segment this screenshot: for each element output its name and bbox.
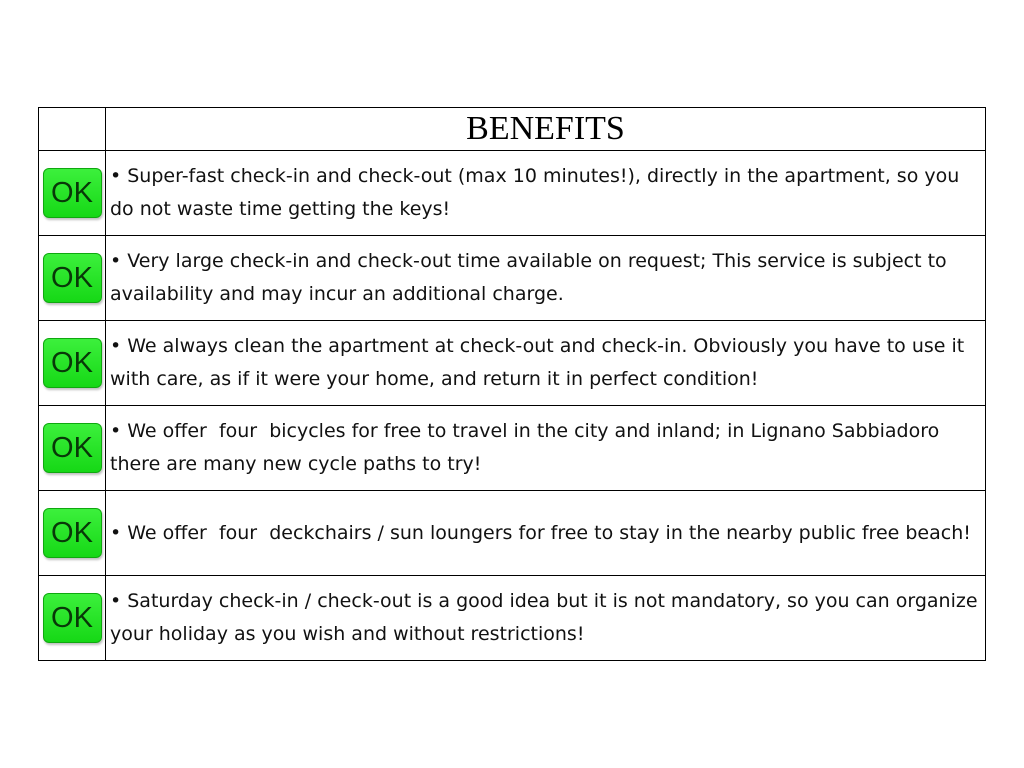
badge-cell bbox=[39, 576, 106, 661]
ok-badge: OK bbox=[43, 253, 102, 303]
badge-cell bbox=[39, 491, 106, 576]
ok-badge: OK bbox=[43, 168, 102, 218]
benefit-text: • We offer four deckchairs / sun loungers for free to stay in the nearby public free beach! bbox=[106, 491, 986, 576]
benefit-row bbox=[39, 576, 986, 661]
ok-badge: OK bbox=[43, 508, 102, 558]
header-row bbox=[39, 108, 986, 151]
benefit-text: • Super-fast check-in and check-out (max 10 minutes!), directly in the apartment, so you do not waste time getting the keys! bbox=[106, 151, 986, 236]
benefit-row bbox=[39, 406, 986, 491]
header-empty-cell bbox=[39, 108, 106, 151]
benefit-row bbox=[39, 236, 986, 321]
table-title: BENEFITS bbox=[106, 108, 986, 151]
benefit-row bbox=[39, 321, 986, 406]
benefit-row bbox=[39, 151, 986, 236]
benefit-text: • Very large check-in and check-out time available on request; This service is subject to availability and may incur an additional charge. bbox=[106, 236, 986, 321]
badge-cell bbox=[39, 406, 106, 491]
ok-badge: OK bbox=[43, 593, 102, 643]
benefit-text: • Saturday check-in / check-out is a good idea but it is not mandatory, so you can organize your holiday as you wish and without restrictions! bbox=[106, 576, 986, 661]
badge-cell bbox=[39, 151, 106, 236]
benefit-text: • We offer four bicycles for free to travel in the city and inland; in Lignano Sabbiadoro there are many new cycle paths to try! bbox=[106, 406, 986, 491]
ok-badge: OK bbox=[43, 423, 102, 473]
benefits-table bbox=[38, 107, 986, 661]
benefit-row bbox=[39, 491, 986, 576]
ok-badge: OK bbox=[43, 338, 102, 388]
benefit-text: • We always clean the apartment at check-out and check-in. Obviously you have to use it with care, as if it were your home, and return it in perfect condition! bbox=[106, 321, 986, 406]
badge-cell bbox=[39, 321, 106, 406]
badge-cell bbox=[39, 236, 106, 321]
